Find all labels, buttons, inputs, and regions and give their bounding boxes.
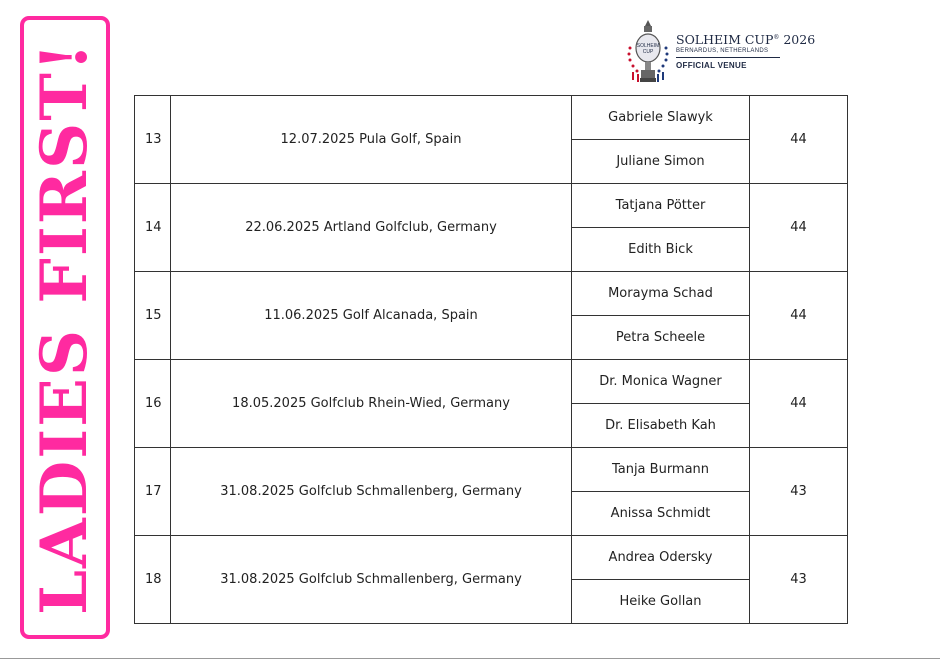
logo-venue: OFFICIAL VENUE <box>676 61 747 70</box>
player-cell: Tatjana Pötter <box>572 184 750 228</box>
logo-divider <box>676 57 780 58</box>
player-cell: Heike Gollan <box>572 580 750 624</box>
table-row <box>135 360 848 404</box>
player-cell: Dr. Elisabeth Kah <box>572 404 750 448</box>
player-cell: Andrea Odersky <box>572 536 750 580</box>
trophy-icon <box>624 18 672 84</box>
badge-bottom: CUP <box>642 49 654 55</box>
score-cell: 43 <box>750 448 848 536</box>
table-row <box>135 448 848 492</box>
rank-cell: 15 <box>135 272 171 360</box>
score-cell: 44 <box>750 272 848 360</box>
banner-title: LADIES FIRST! <box>27 40 102 615</box>
score-cell: 44 <box>750 96 848 184</box>
results-table <box>134 95 848 624</box>
ladies-first-banner <box>20 16 110 639</box>
score-cell: 44 <box>750 184 848 272</box>
page-bottom-divider <box>0 658 940 659</box>
table-row <box>135 184 848 228</box>
event-cell: 31.08.2025 Golfclub Schmallenberg, Germany <box>171 448 572 536</box>
score-cell: 43 <box>750 536 848 624</box>
player-cell: Edith Bick <box>572 228 750 272</box>
player-cell: Juliane Simon <box>572 140 750 184</box>
rank-cell: 17 <box>135 448 171 536</box>
solheim-cup-logo <box>624 18 816 84</box>
player-cell: Gabriele Slawyk <box>572 96 750 140</box>
event-cell: 22.06.2025 Artland Golfclub, Germany <box>171 184 572 272</box>
logo-location: BERNARDUS, NETHERLANDS <box>676 48 769 54</box>
rank-cell: 13 <box>135 96 171 184</box>
table-row <box>135 272 848 316</box>
rank-cell: 14 <box>135 184 171 272</box>
score-cell: 44 <box>750 360 848 448</box>
table-row <box>135 536 848 580</box>
player-cell: Anissa Schmidt <box>572 492 750 536</box>
rank-cell: 18 <box>135 536 171 624</box>
badge-top: SOLHEIM <box>636 43 660 49</box>
event-cell: 18.05.2025 Golfclub Rhein-Wied, Germany <box>171 360 572 448</box>
player-cell: Dr. Monica Wagner <box>572 360 750 404</box>
event-cell: 11.06.2025 Golf Alcanada, Spain <box>171 272 572 360</box>
event-cell: 12.07.2025 Pula Golf, Spain <box>171 96 572 184</box>
table-row <box>135 96 848 140</box>
player-cell: Tanja Burmann <box>572 448 750 492</box>
logo-title: SOLHEIM CUP® 2026 <box>676 32 816 47</box>
player-cell: Petra Scheele <box>572 316 750 360</box>
rank-cell: 16 <box>135 360 171 448</box>
event-cell: 31.08.2025 Golfclub Schmallenberg, Germany <box>171 536 572 624</box>
player-cell: Morayma Schad <box>572 272 750 316</box>
